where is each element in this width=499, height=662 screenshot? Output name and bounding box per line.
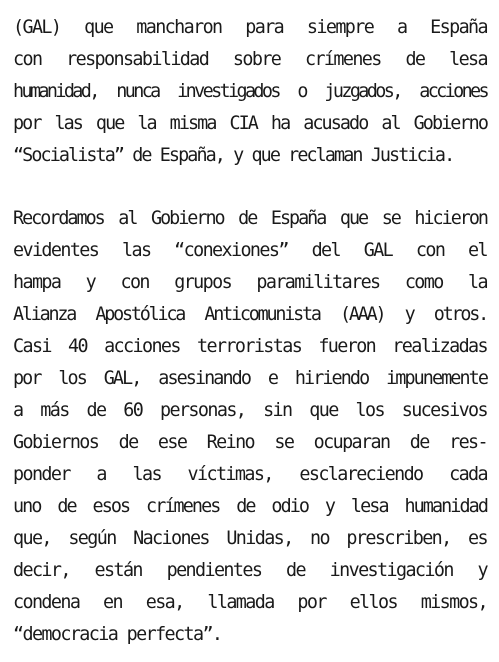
text-line: “democracia perfecta”.	[13, 624, 222, 645]
text-line: “Socialista” de España, y que reclaman Justicia.	[13, 145, 454, 166]
paragraph-recordamos	[13, 203, 487, 651]
text-line: uno de esos crímenes de odio y lesa humanidad	[13, 496, 487, 517]
text-line: Casi 40 acciones terroristas fueron realizadas	[13, 336, 487, 357]
text-line: humanidad, nunca investigados o juzgados, acciones	[13, 81, 487, 102]
text-line: por los GAL, asesinando e hiriendo impunemente	[13, 368, 487, 389]
paragraph-gal-intro	[13, 12, 487, 172]
text-line: por las que la misma CIA ha acusado al Gobierno	[13, 113, 487, 134]
text-line: que, según Naciones Unidas, no prescriben, es	[13, 528, 487, 549]
text-line: Recordamos al Gobierno de España que se hicieron	[13, 208, 487, 229]
text-line: a más de 60 personas, sin que los sucesivos	[13, 400, 487, 421]
text-line: hampa y con grupos paramilitares como la	[13, 272, 487, 293]
text-line: Alianza Apostólica Anticomunista (AAA) y otros.	[13, 304, 487, 325]
text-line: condena en esa, llamada por ellos mismos,	[13, 592, 487, 613]
text-line: Gobiernos de ese Reino se ocuparan de res-	[13, 432, 487, 453]
text-line: evidentes las “conexiones” del GAL con el	[13, 240, 487, 261]
text-line: (GAL) que mancharon para siempre a España	[13, 17, 487, 38]
text-line: ponder a las víctimas, esclareciendo cada	[13, 464, 487, 485]
text-line: decir, están pendientes de investigación y	[13, 560, 487, 581]
text-line: con responsabilidad sobre crímenes de lesa	[13, 49, 487, 70]
